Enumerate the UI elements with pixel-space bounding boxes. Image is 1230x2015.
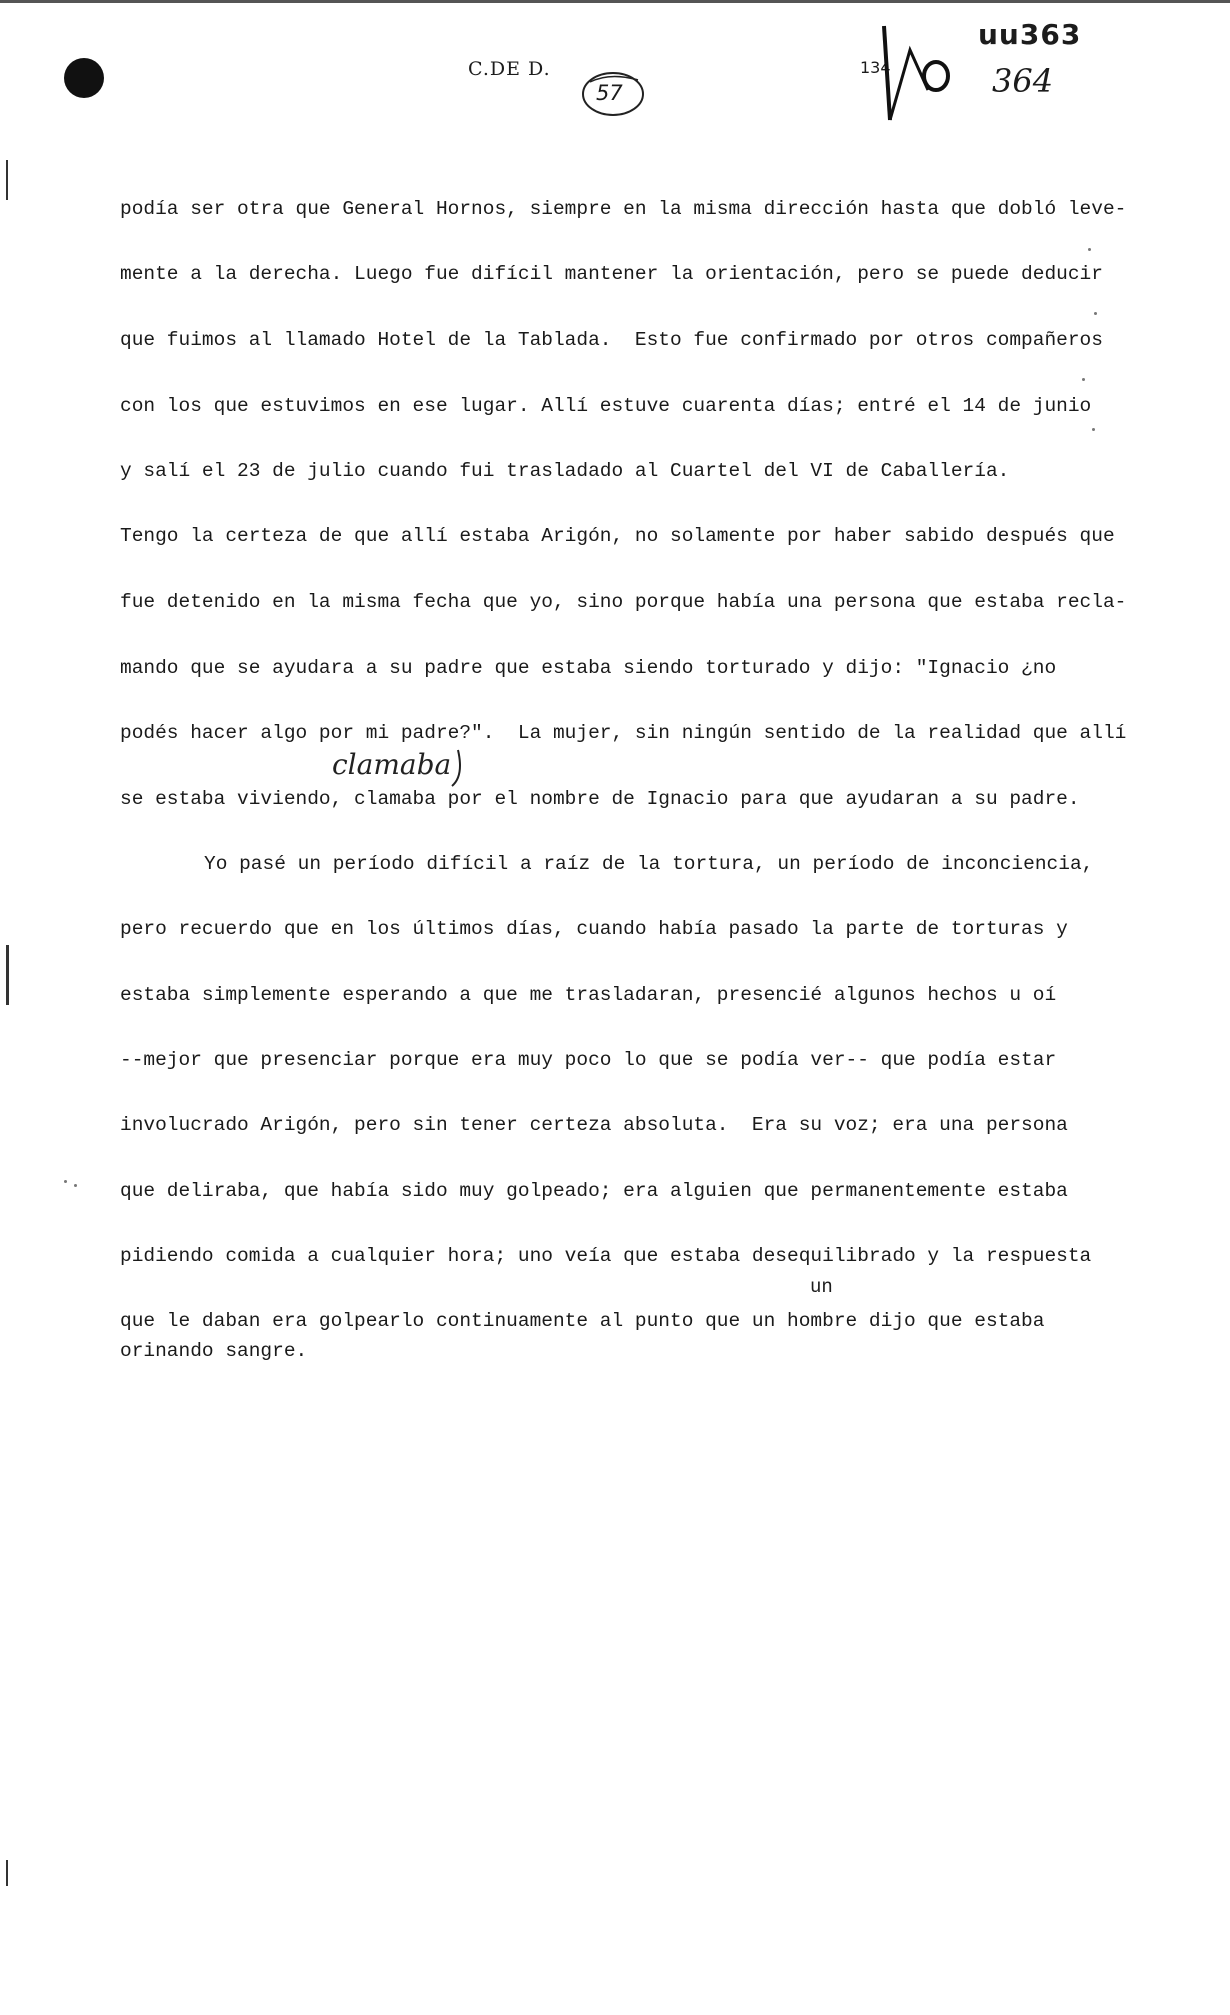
body-line: involucrado Arigón, pero sin tener certeza absoluta. Era su voz; era una persona: [120, 1114, 1068, 1136]
body-line: --mejor que presenciar porque era muy poco lo que se podía ver-- que podía estar: [120, 1049, 1057, 1071]
body-line: podés hacer algo por mi padre?". La mujer, sin ningún sentido de la realidad que allí: [120, 722, 1127, 744]
body-line: con los que estuvimos en ese lugar. Allí estuve cuarenta días; entré el 14 de junio: [120, 395, 1092, 417]
header-code: C.DE D.: [468, 58, 551, 80]
body-line: mando que se ayudara a su padre que estaba siendo torturado y dijo: "Ignacio ¿no: [120, 657, 1057, 679]
body-line: y salí el 23 de julio cuando fui trasladado al Cuartel del VI de Caballería.: [120, 460, 1010, 482]
top-edge-rule: [0, 0, 1230, 3]
body-line: estaba simplemente esperando a que me trasladaran, presencié algunos hechos u oí: [120, 984, 1057, 1006]
body-line: pero recuerdo que en los últimos días, cuando había pasado la parte de torturas y: [120, 918, 1068, 940]
speck: [1094, 312, 1097, 315]
body-line: que deliraba, que había sido muy golpeado; era alguien que permanentemente estaba: [120, 1180, 1068, 1202]
body-line: que le daban era golpearlo continuamente al punto que un hombre dijo que estaba: [120, 1310, 1045, 1332]
handwritten-mark-icon: [880, 20, 970, 130]
body-line: orinando sangre.: [120, 1340, 308, 1362]
body-line: pidiendo comida a cualquier hora; uno veía que estaba desequilibrado y la respuesta: [120, 1245, 1092, 1267]
punch-hole-icon: [64, 58, 104, 98]
interlinear-word: un: [810, 1276, 833, 1298]
body-line: mente a la derecha. Luego fue difícil mantener la orientación, pero se puede deducir: [120, 263, 1103, 285]
folio-number: 134: [860, 58, 891, 77]
left-edge-mark: [6, 1860, 8, 1886]
body-line: podía ser otra que General Hornos, siempre en la misma dirección hasta que dobló leve-: [120, 198, 1127, 220]
body-line: que fuimos al llamado Hotel de la Tablada. Esto fue confirmado por otros compañeros: [120, 329, 1103, 351]
circled-page-number: [580, 70, 646, 118]
left-edge-mark: [6, 945, 9, 1005]
stamp-number: uu363: [978, 18, 1082, 51]
body-line: Tengo la certeza de que allí estaba Arigón, no solamente por haber sabido después que: [120, 525, 1115, 547]
body-line: fue detenido en la misma fecha que yo, sino porque había una persona que estaba recla-: [120, 591, 1127, 613]
speck: [1092, 428, 1095, 431]
left-edge-mark: [6, 160, 8, 200]
speck: [1082, 378, 1085, 381]
speck: [1088, 248, 1091, 251]
body-line: se estaba viviendo, clamaba por el nombre de Ignacio para que ayudaran a su padre.: [120, 788, 1080, 810]
circled-number-text: 57: [596, 81, 623, 105]
handwritten-insert-text: clamaba: [332, 748, 452, 781]
speck: [64, 1180, 67, 1183]
body-line: Yo pasé un período difícil a raíz de la tortura, un período de inconciencia,: [204, 853, 1094, 875]
speck: [74, 1184, 77, 1187]
handwritten-page-number: 364: [992, 62, 1054, 100]
